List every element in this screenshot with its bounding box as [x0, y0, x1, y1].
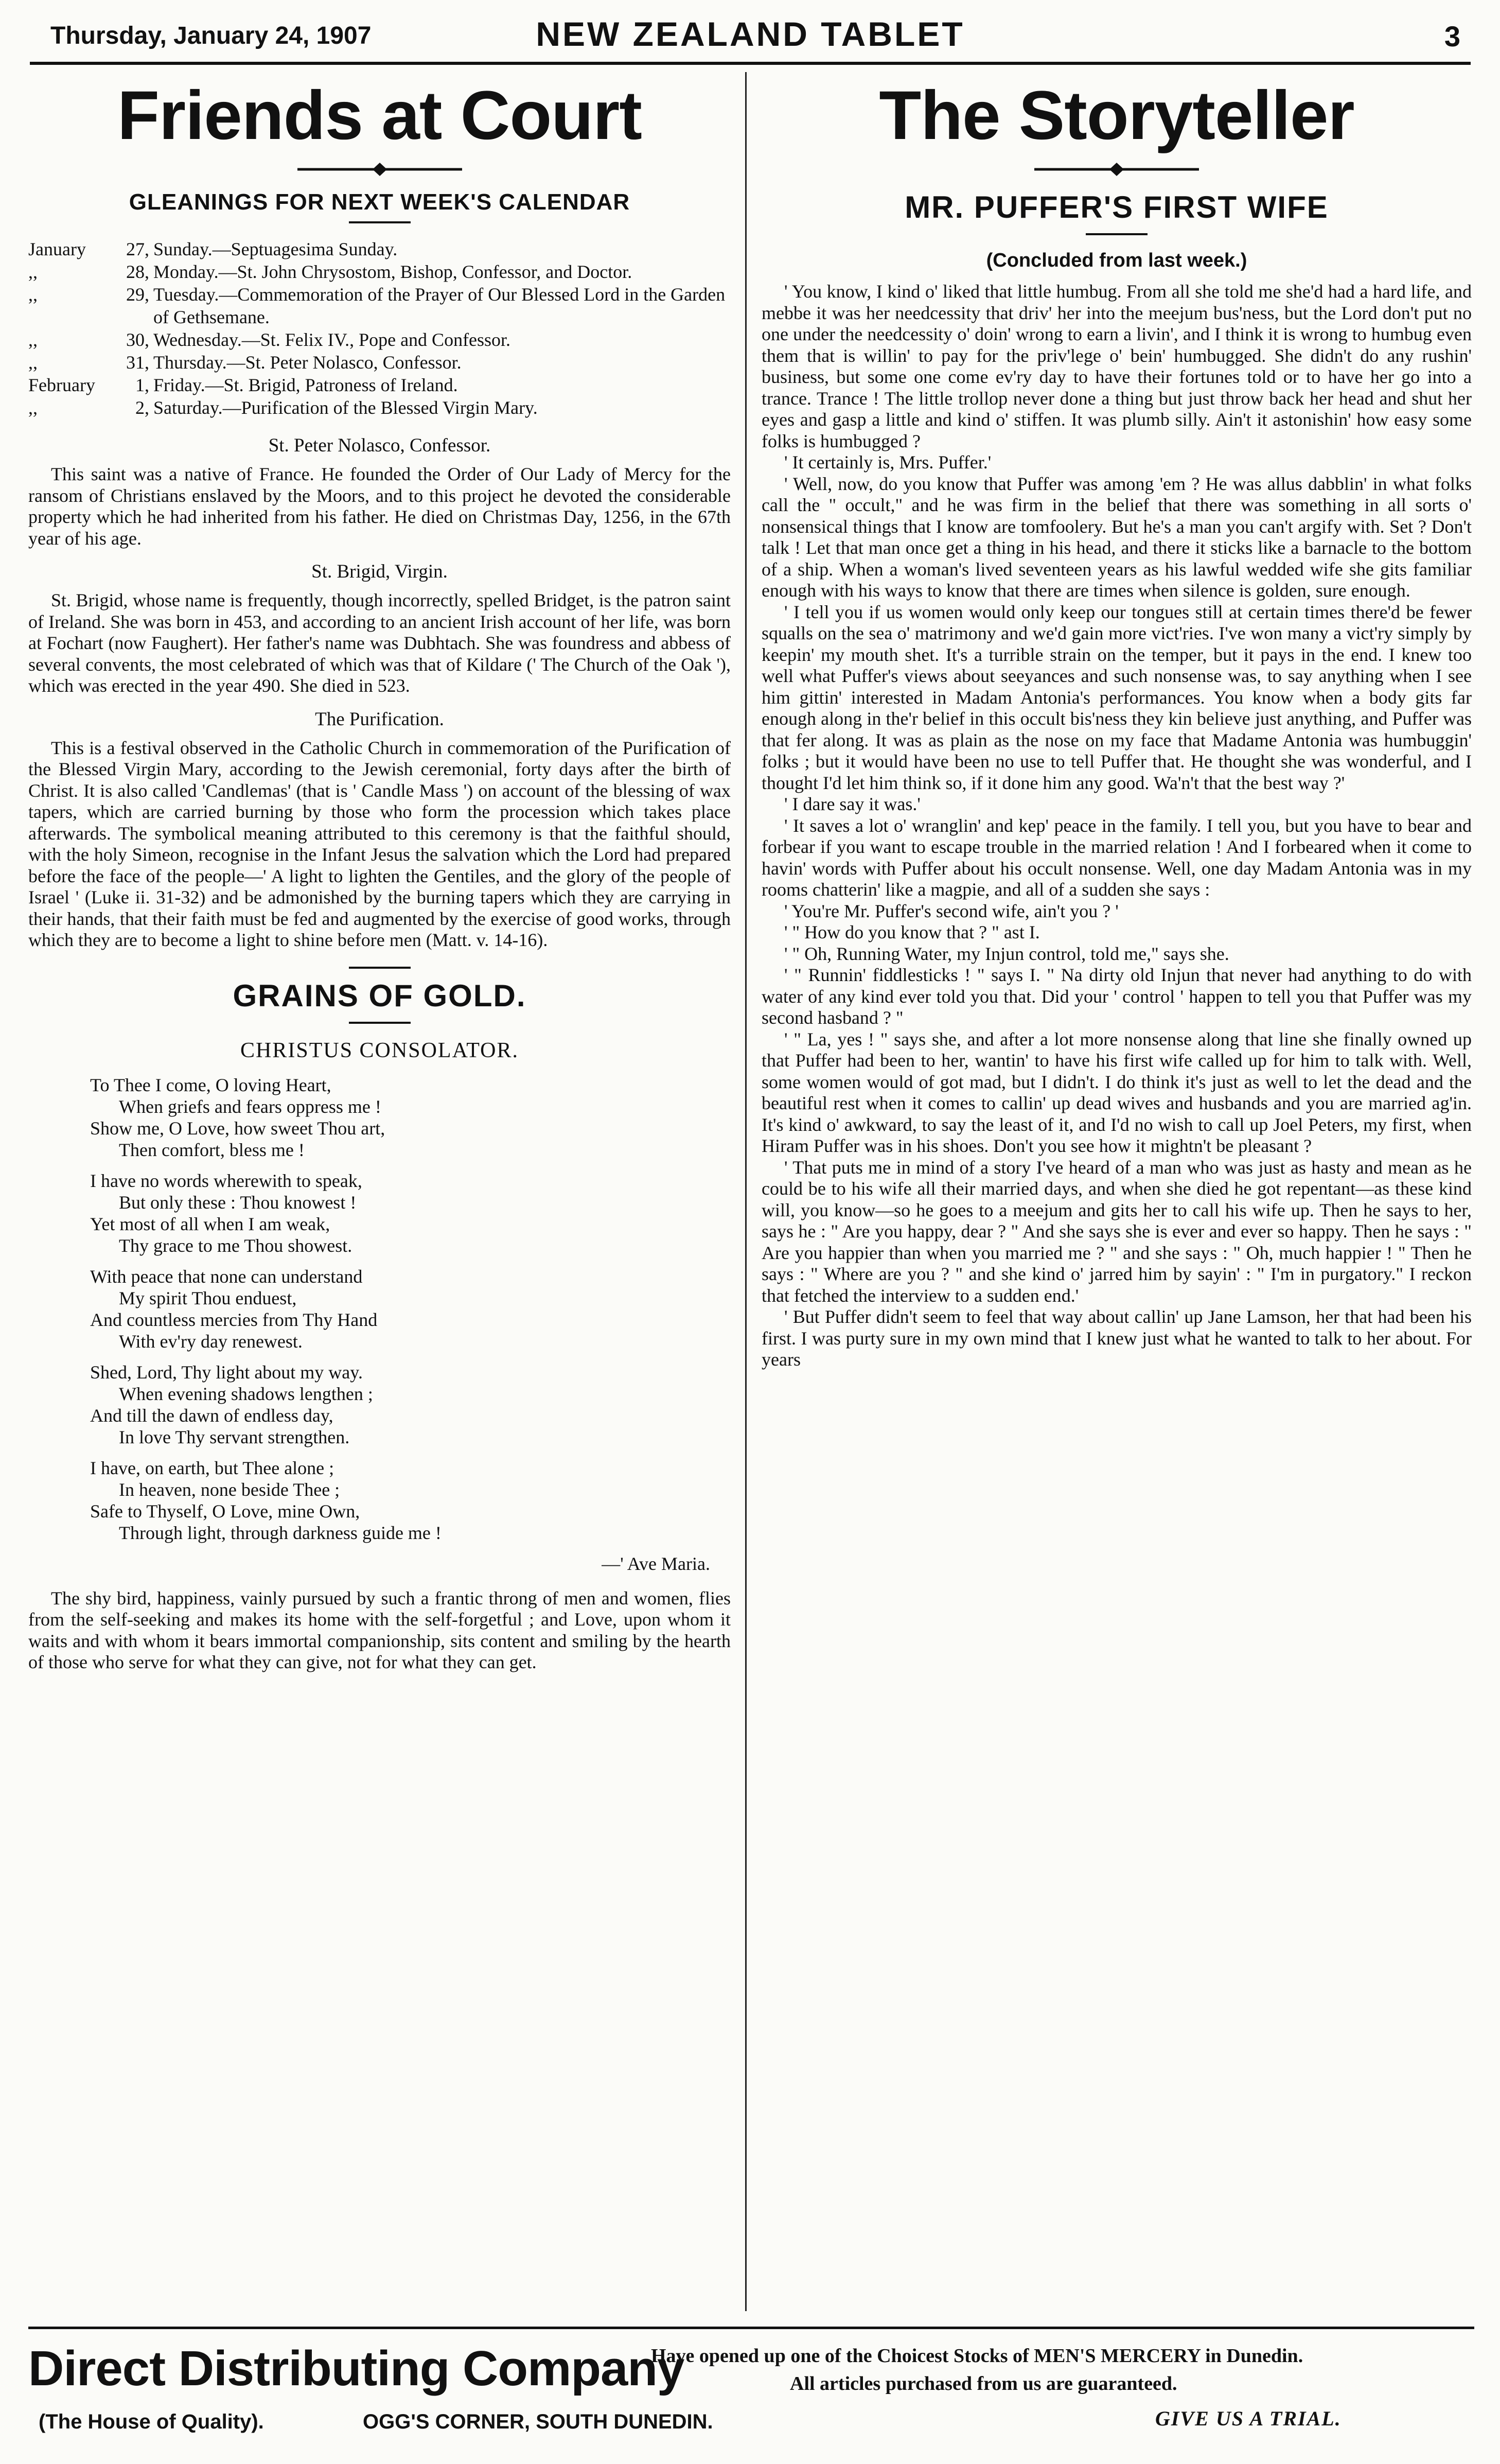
- story-paragraph: ' You know, I kind o' liked that little humbug. From all she told me she'd had a hard life, and mebbe it was her needcessity that driv' her into the meejum bus'ness, but the Lord don't put no one under the needcessity o' doin' wrong to earn a livin', and I think it is wrong to humbug even them that is willin' to pay for the priv'lege o' bein' humbugged. She didn't do any rushin' business, but some one come ev'ry day to have their fortunes told or to have her go into a trance. Trance ! The little trollop never done a thing but just throw back her head and shut her eyes and gasp a little and kind o' stiffen. It was plumb silly. Ain't it astonishin' how easy some folks is humbugged ?: [762, 281, 1472, 451]
- poem-line: Yet most of all when I am weak,: [90, 1213, 330, 1234]
- poem-line: Then comfort, bless me !: [119, 1139, 305, 1160]
- poem-stanza: [90, 1266, 731, 1352]
- ad-company-name: Direct Distributing Company: [28, 2341, 684, 2396]
- calendar-month: February: [28, 375, 95, 395]
- poem-line: In love Thy servant strengthen.: [119, 1426, 350, 1447]
- calendar-entry: [28, 351, 731, 374]
- calendar-text: Sunday.—Septuagesima Sunday.: [153, 239, 398, 259]
- calendar-month: ,,: [28, 261, 38, 282]
- calendar-entry: [28, 374, 731, 396]
- poem: [90, 1074, 731, 1544]
- poem-stanza: [90, 1170, 731, 1256]
- poem-line: To Thee I come, O loving Heart,: [90, 1074, 331, 1095]
- brigid-text: St. Brigid, whose name is frequently, though incorrectly, spelled Bridget, is the patron saint of Ireland. She was born in 453, and according to an ancient Irish account of her life, was born at Fochart (now Faughert). Her father's name was Dubhtach. She was foundress and abbess of several convents, the most celebrated of which was that of Kildare (' The Church of the Oak '), which was erected in the year 490. She died in 523.: [28, 590, 731, 696]
- ornament-rule: [1034, 162, 1199, 177]
- story-paragraph: ' I dare say it was.': [784, 794, 921, 814]
- issue-date: Thursday, January 24, 1907: [50, 22, 372, 49]
- calendar-day: 27,: [126, 239, 149, 259]
- short-rule: [349, 1021, 411, 1025]
- story-paragraph: ' You're Mr. Puffer's second wife, ain't you ? ': [784, 900, 1119, 921]
- section-title-storyteller: The Storyteller: [879, 77, 1354, 154]
- poem-line: When evening shadows lengthen ;: [119, 1383, 373, 1404]
- short-rule: [349, 963, 411, 973]
- nolasco-heading: St. Peter Nolasco, Confessor.: [268, 435, 491, 456]
- poem-stanza: [90, 1361, 731, 1448]
- calendar-entry: [28, 238, 731, 260]
- story-paragraph: ' Well, now, do you know that Puffer was among 'em ? He was allus dabblin' in what folks call the " occult," and he was firm in the belief that there was something in all sorts o' nonsensical things that I know are tomfoolery. But he's a man you can't argify with. Set ? Don't talk ! Let that man once get a thing in his head, and there it sticks like a barnacle to the bottom of a ship. When a woman's lived seventeen years as his lawful wedded wife she gits familiar enough with his ways to know that there are times when silence is golden, sure enough.: [762, 473, 1472, 601]
- story-paragraph: ' " Runnin' fiddlesticks ! " says I. " Na dirty old Injun that never had anything to do with water of any kind ever told you that. Did your ' control ' happen to tell you that Puffer was my second hasband ? ": [762, 965, 1472, 1028]
- calendar-day: 2,: [135, 397, 149, 418]
- purification-text: This is a festival observed in the Catholic Church in commemoration of the Purification of the Blessed Virgin Mary, according to the Jewish ceremonial, forty days after the birth of Christ. It is also called 'Candlemas' (that is ' Candle Mass ') on account of the blessing of wax tapers, which are carried burning by those who form the procession which takes place afterwards. The symbolical meaning attributed to this ceremony is that the faithful should, with the holy Simeon, recognise in the Infant Jesus the salvation which the Lord had prepared before the face of the people—' A light to lighten the Gentiles, and the glory of the people of Israel ' (Luke ii. 31-32) and be admonished by the burning tapers which they are carrying in their hands, that their faith must be fed and augmented by the exercise of good works, through which they are to become a light to shine before men (Matt. v. 14-16).: [28, 737, 731, 950]
- story-title: MR. PUFFER'S FIRST WIFE: [905, 190, 1329, 224]
- poem-title: CHRISTUS CONSOLATOR.: [240, 1038, 519, 1062]
- story-paragraph: ' But Puffer didn't seem to feel that way about callin' up Jane Lamson, her that had been his first. I was purty sure in my own mind that I knew just what he wanted to talk to her about. For years: [762, 1306, 1472, 1370]
- calendar-month: January: [28, 239, 86, 259]
- calendar-text: Monday.—St. John Chrysostom, Bishop, Confessor, and Doctor.: [153, 261, 632, 282]
- calendar-entry: [28, 396, 731, 419]
- poem-line: With peace that none can understand: [90, 1266, 363, 1287]
- calendar-month: ,,: [28, 329, 38, 350]
- ad-address: OGG'S CORNER, SOUTH DUNEDIN.: [363, 2410, 713, 2433]
- calendar-heading: GLEANINGS FOR NEXT WEEK'S CALENDAR: [129, 189, 630, 215]
- ad-line-guarantee: All articles purchased from us are guaranteed.: [790, 2373, 1177, 2395]
- story-paragraph: ' " Oh, Running Water, my Injun control, told me," says she.: [784, 943, 1229, 964]
- calendar-day: 29,: [126, 284, 149, 305]
- story-paragraph: ' " How do you know that ? " ast I.: [784, 922, 1040, 942]
- calendar-text: Friday.—St. Brigid, Patroness of Ireland.: [153, 375, 458, 395]
- purification-heading: The Purification.: [315, 708, 444, 730]
- publication-title: NEW ZEALAND TABLET: [536, 15, 965, 53]
- advertisement: [28, 2327, 1474, 2458]
- calendar-entry: [28, 328, 731, 351]
- story-byline: (Concluded from last week.): [986, 250, 1247, 271]
- poem-line: My spirit Thou enduest,: [119, 1287, 297, 1308]
- poem-line: I have, on earth, but Thee alone ;: [90, 1457, 334, 1478]
- poem-credit: —' Ave Maria.: [602, 1553, 710, 1574]
- calendar-text: Saturday.—Purification of the Blessed Virgin Mary.: [153, 397, 538, 418]
- calendar-month: ,,: [28, 397, 38, 418]
- poem-stanza: [90, 1457, 731, 1544]
- calendar-month: ,,: [28, 352, 38, 373]
- calendar-text: Wednesday.—St. Felix IV., Pope and Confessor.: [153, 329, 511, 350]
- calendar-text: Tuesday.—Commemoration of the Prayer of Our Blessed Lord in the Garden of Gethsemane.: [153, 284, 726, 327]
- poem-line: Safe to Thyself, O Love, mine Own,: [90, 1500, 360, 1522]
- story-body: [762, 281, 1472, 1371]
- calendar-day: 28,: [126, 261, 149, 282]
- poem-line: With ev'ry day renewest.: [119, 1331, 303, 1352]
- brigid-heading: St. Brigid, Virgin.: [311, 561, 448, 582]
- ad-tagline: (The House of Quality).: [39, 2410, 264, 2433]
- left-column: [28, 72, 731, 2306]
- ornament-rule: [297, 162, 462, 177]
- grains-heading: GRAINS OF GOLD.: [233, 978, 526, 1013]
- poem-line: Show me, O Love, how sweet Thou art,: [90, 1117, 385, 1139]
- column-rule: [745, 72, 747, 2311]
- ad-line-stock: Have opened up one of the Choicest Stocks of MEN'S MERCERY in Dunedin.: [651, 2345, 1303, 2367]
- poem-line: Through light, through darkness guide me !: [119, 1522, 442, 1543]
- calendar-day: 31,: [126, 352, 149, 373]
- page-number: 3: [1444, 20, 1460, 53]
- story-paragraph: ' It certainly is, Mrs. Puffer.': [784, 452, 992, 473]
- story-paragraph: ' I tell you if us women would only keep our tongues still at certain times there'd be fewer squalls on the sea o' matrimony and we'd gain more vict'ries. I've won many a vict'ry simply by keepin' my mouth shet. It's a turrible strain on the temper, but it pays in the end. I knew too well what Puffer's views about seeyances and such nonsense was, to say anything when I see him gittin' interested in Madam Antonia's performances. You know when a body gits far enough along in the'r belief in this occult bis'ness they kin believe just anything, and Puffer was that fer along. It was as plain as the nose on my face that Madame Antonia was humbuggin' folks ; but it would have been no use to tell Puffer that. He thought she was wonderful, and I thought I'd let him think so, if it done him any good. Wa'n't that the best way ?': [762, 601, 1472, 793]
- poem-line: But only these : Thou knowest !: [119, 1192, 357, 1213]
- story-paragraph: ' It saves a lot o' wranglin' and kep' peace in the family. I tell you, but you have to bear and forbear if you want to escape trouble in the married relation ! And I forbeared when it come to havin' words with Puffer about his occult nonsense. Well, one day Madam Antonia was in my rooms chatterin' like a magpie, and all of a sudden she says :: [762, 815, 1472, 900]
- calendar-entry: [28, 260, 731, 283]
- story-paragraph: ' That puts me in mind of a story I've heard of a man who was just as hasty and mean as he could be to his wife all their married days, and when she died he got repentant—as these kind will, you know—so he goes to a meejum and gits her to call his wife up. Then he says to her, says he : " Are you happy, dear ? " And she says she is ever and ever so happy. Then he says : " Are you happier than when you married me ? " and she says : " Oh, much happier ! " Then he says : " Where are you ? " and she kind o' jarred him by sayin' : " I'm in purgatory." I reckon that fetched the interview to a sudden end.': [762, 1157, 1472, 1306]
- poem-line: In heaven, none beside Thee ;: [119, 1479, 340, 1500]
- short-rule: [349, 220, 411, 224]
- calendar-month: ,,: [28, 284, 38, 305]
- calendar-entry: [28, 283, 731, 328]
- running-head: [30, 10, 1471, 65]
- poem-line: And countless mercies from Thy Hand: [90, 1309, 378, 1330]
- happiness-text: The shy bird, happiness, vainly pursued by such a frantic throng of men and women, flies from the self-seeking and makes its home with the self-forgetful ; and Love, upon whom it waits and with whom it bears immortal companionship, sits content and smiling by the hearth of those who serve for what they can give, not for what they can get.: [28, 1587, 731, 1672]
- poem-line: Shed, Lord, Thy light about my way.: [90, 1361, 363, 1383]
- calendar-day: 30,: [126, 329, 149, 350]
- right-column: [762, 72, 1472, 2306]
- calendar-list: [28, 238, 731, 419]
- story-paragraph: ' " La, yes ! " says she, and after a lot more nonsense along that line she finally owned up that Puffer had been to her, wantin' to have his first wife called up for him to talk with. Well, some women would of got mad, but I didn't. I do think it's just as well to let the dead and the beautiful rest when it comes to callin' up dead wives and husbands and you are married ag'in. It's kind o' awkward, to say the least of it, and I'd no wish to call up Joel Peters, my first, when Hiram Puffer was in his shoes. Don't you see how it mightn't be pleasant ?: [762, 1028, 1472, 1156]
- poem-line: Thy grace to me Thou showest.: [119, 1235, 352, 1256]
- short-rule: [1086, 232, 1148, 236]
- nolasco-text: This saint was a native of France. He founded the Order of Our Lady of Mercy for the ransom of Christians enslaved by the Moors, and to this project he devoted the considerable property which he had inherited from his father. He died on Christmas Day, 1256, in the 67th year of his age.: [28, 464, 731, 549]
- calendar-text: Thursday.—St. Peter Nolasco, Confessor.: [153, 352, 462, 373]
- poem-stanza: [90, 1074, 731, 1161]
- section-title-friends-at-court: Friends at Court: [117, 77, 642, 154]
- poem-line: When griefs and fears oppress me !: [119, 1096, 381, 1117]
- poem-line: I have no words wherewith to speak,: [90, 1170, 362, 1191]
- calendar-day: 1,: [135, 375, 149, 395]
- ad-line-trial: GIVE US A TRIAL.: [1155, 2407, 1342, 2430]
- poem-line: And till the dawn of endless day,: [90, 1405, 333, 1426]
